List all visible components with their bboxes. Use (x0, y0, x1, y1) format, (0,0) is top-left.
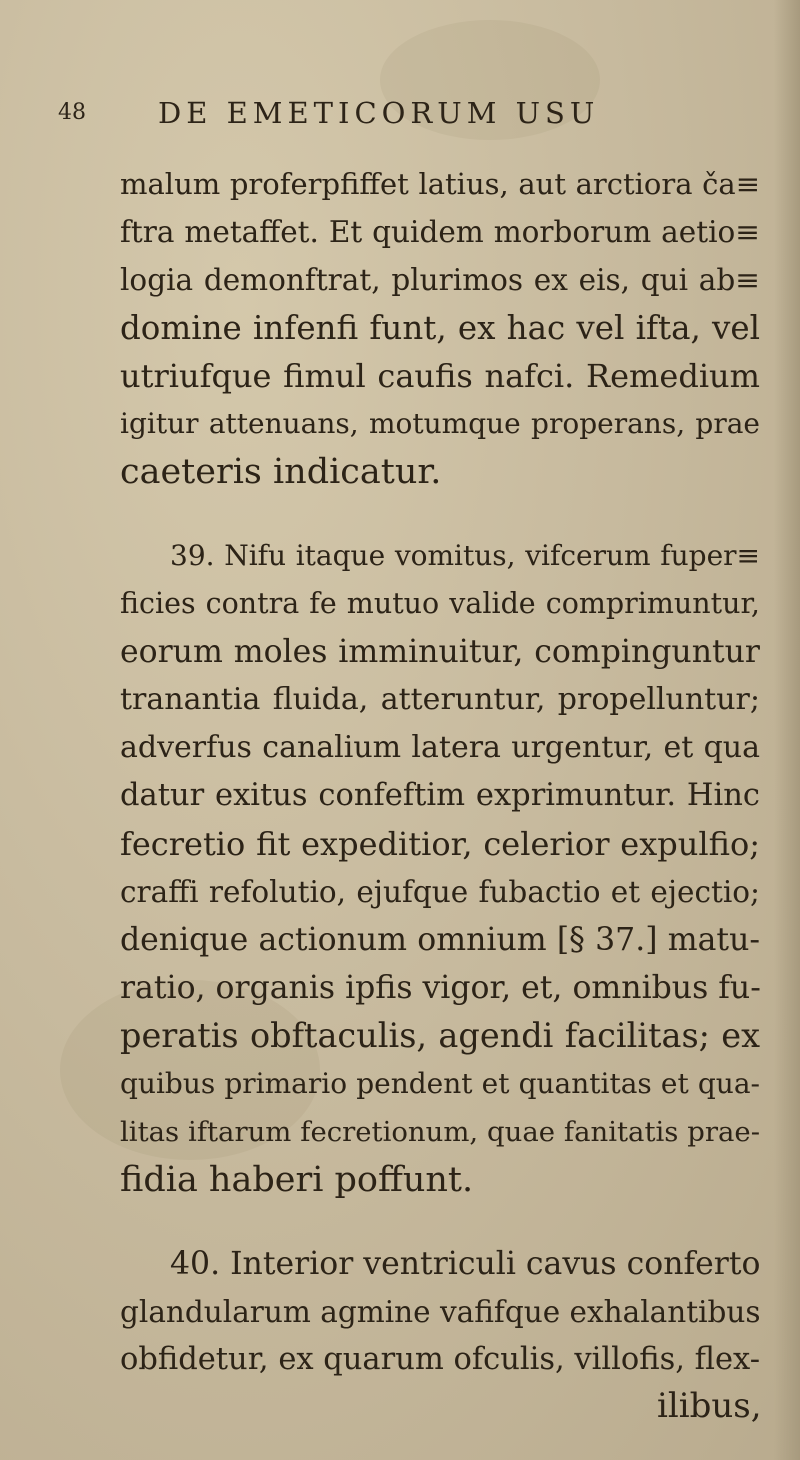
running-title: DE EMETICORUM USU (158, 96, 600, 130)
text-line: fidia haberi poffunt. (120, 1160, 474, 1200)
text-line: igitur attenuans, motumque properans, prae (120, 407, 760, 440)
text-line: tranantia fluida, atteruntur, propelluntur; (120, 682, 760, 717)
text-line: peratis obftaculis, agendi facilitas; ex (120, 1016, 760, 1055)
text-line: ratio, organis ipfis vigor, et, omnibus fu- (120, 970, 761, 1006)
text-line: obfidetur, ex quarum ofculis, villofis, flex- (120, 1342, 760, 1377)
text-line: ficies contra fe mutuo valide comprimuntur, (120, 587, 760, 620)
text-line: logia demonftrat, plurimos ex eis, qui ab≡ (120, 263, 760, 297)
section-40-line: 40. Interior ventriculi cavus conferto (170, 1246, 761, 1282)
text-line: craffi refolutio, ejufque fubactio et ejectio; (120, 875, 760, 909)
text-line: fecretio fit expeditior, celerior expulfio; (120, 825, 760, 863)
section-39-line: 39. Nifu itaque vomitus, vifcerum fuper≡ (170, 539, 760, 572)
page-number: 48 (58, 100, 86, 125)
text-line: domine infenfi funt, ex hac vel ifta, vel (120, 309, 760, 347)
text-line: datur exitus confeftim exprimuntur. Hinc (120, 778, 760, 813)
text-line: quibus primario pendent et quantitas et qua- (120, 1067, 760, 1100)
text-line: malum proferpfiffet latius, aut arctiora ča≡ (120, 167, 760, 201)
page-header (58, 96, 738, 146)
text-line: ftra metaffet. Et quidem morborum aetio≡ (120, 215, 760, 249)
text-line: glandularum agmine vafifque exhalantibus (120, 1295, 761, 1329)
text-line: denique actionum omnium [§ 37.] matu- (120, 922, 760, 958)
text-line: adverfus canalium latera urgentur, et qua (120, 730, 760, 765)
catchword: ilibus, (657, 1386, 762, 1426)
page-edge-shadow (774, 0, 800, 1460)
text-line: eorum moles imminuitur, compinguntur (120, 634, 760, 670)
text-line: litas iftarum fecretionum, quae fanitatis prae- (120, 1116, 760, 1148)
text-line: caeteris indicatur. (120, 452, 442, 492)
text-line: utriufque fimul caufis nafci. Remedium (120, 357, 760, 395)
